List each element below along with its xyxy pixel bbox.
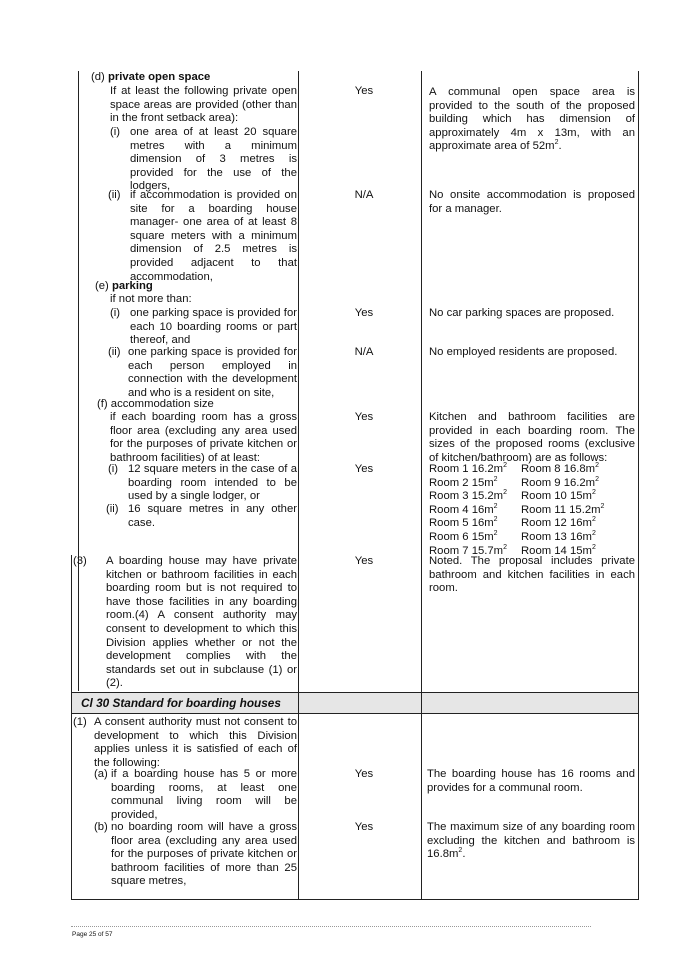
cl30-item-a-comment: The boarding house has 16 rooms and provides for a communal room. — [427, 768, 635, 794]
room-row: Room 7 $15.7m^2$ Room 14 $15m^2$ — [429, 543, 596, 557]
cl30-item-a-compliance: Yes — [354, 768, 374, 780]
section-e-intro: if not more than: — [110, 293, 192, 305]
section-e-heading: (e) parking — [95, 280, 153, 292]
section-f-item-i-compliance: Yes — [354, 463, 374, 475]
section-d-item-i-text: one area of at least 20 square metres with a minimum dimension of 3 metres is provided for the use of the lodgers, — [130, 126, 297, 193]
cl30-item-b-text: no boarding room will have a gross floor area (excluding any area used for the purposes of private kitchen or bathroom facilities of more than 25 square metres, — [111, 821, 297, 888]
room-row: Room 5 $16m^2$ Room 12 $16m^2$ — [429, 516, 596, 530]
left-border-upper — [78, 71, 79, 691]
section-d-heading: (d) private open space — [91, 71, 211, 83]
cl30-clause-1-number: (1) — [73, 716, 87, 728]
cl30-item-b-comment: The maximum size of any boarding room excluding the kitchen and bathroom is $16.8m^2$. — [427, 821, 635, 861]
section-d-item-i-number: (i) — [110, 126, 121, 138]
room-row: Room 4 $16m^2$ Room 11 $15.2m^2$ — [429, 502, 605, 516]
clause-3-number: (3) — [73, 555, 87, 567]
page-number: Page 25 of 57 — [72, 931, 113, 938]
section-e-item-ii-text: one parking space is provided for each person employed in connection with the development and who is a resident on site, — [128, 346, 297, 399]
section-f-item-ii-number: (ii) — [106, 503, 119, 515]
section-e-item-i-compliance: Yes — [354, 307, 374, 319]
section-d-item-i-comment: A communal open space area is provided to the south of the proposed building which has dimension of approximately 4m x 13m, with an approximate area of $52m^2$. — [429, 86, 635, 153]
section-e-item-ii-comment: No employed residents are proposed. — [429, 346, 618, 358]
left-border-lower — [71, 555, 72, 900]
section-f-item-i-number: (i) — [108, 463, 119, 475]
room-size-list — [429, 463, 604, 558]
section-d-intro: If at least the following private open space areas are provided (other than in the front setback area): — [110, 85, 297, 125]
table-bottom-border — [71, 899, 639, 900]
section-e-item-ii-number: (ii) — [108, 346, 121, 358]
section-f-intro: if each boarding room has a gross floor area (excluding any area used for the purposes of private kitchen or bathroom facilities) of at least: — [110, 411, 297, 464]
section-e-item-i-comment: No car parking spaces are proposed. — [429, 307, 615, 319]
cl30-item-a-number: (a) — [94, 768, 108, 780]
room-row: Room 1 $16.2m^2$ Room 8 $16.8m^2$ — [429, 462, 599, 475]
room-row: Room 6 $15m^2$ Room 13 $16m^2$ — [429, 529, 596, 543]
column-divider-1 — [298, 71, 299, 900]
section-e-item-i-number: (i) — [110, 307, 121, 319]
section-d-item-ii-text: if accommodation is provided on site for a boarding house manager- one area of at least 8 square meters with a minimum dimension of 2.5 metres is provided adjacent to that accommodation, — [130, 189, 297, 283]
footer-divider — [71, 926, 591, 927]
cl30-item-b-number: (b) — [94, 821, 108, 833]
section-f-heading: (f) accommodation size — [97, 398, 214, 410]
cl30-clause-1-text: A consent authority must not consent to development to which this Division applies unless it is satisfied of each of the following: — [94, 716, 297, 769]
cl30-item-a-text: if a boarding house has 5 or more boarding rooms, at least one communal living room will be provided, — [111, 768, 297, 821]
row-divider-1 — [71, 692, 639, 693]
section-f-item-i-text: 12 square meters in the case of a boarding room intended to be used by a single lodger, or — [128, 463, 297, 503]
section-d-item-ii-comment: No onsite accommodation is proposed for a manager. — [429, 189, 635, 215]
clause-3-compliance: Yes — [354, 555, 374, 567]
section-f-item-ii-text: 16 square metres in any other case. — [128, 503, 297, 529]
section-d-item-ii-number: (ii) — [108, 189, 121, 201]
cl30-item-b-compliance: Yes — [354, 821, 374, 833]
section-d-item-i-compliance: Yes — [354, 85, 374, 97]
section-f-intro-comment: Kitchen and bathroom facilities are provided in each boarding room. The sizes of the proposed rooms (exclusive of kitchen/bathroom) are as follows: — [429, 411, 635, 464]
section-e-item-i-text: one parking space is provided for each 10 boarding rooms or part thereof, and — [130, 307, 297, 347]
section-f-intro-compliance: Yes — [354, 411, 374, 423]
row-divider-2 — [71, 713, 639, 714]
room-row: Room 3 $15.2m^2$ Room 10 $15m^2$ — [429, 489, 596, 503]
right-border — [638, 71, 639, 900]
room-row: Room 2 $15m^2$ Room 9 $16.2m^2$ — [429, 475, 599, 489]
section-d-item-ii-compliance: N/A — [354, 189, 374, 201]
clause-3-text: A boarding house may have private kitchen or bathroom facilities in each boarding room but is not required to have those facilities in any boarding room.(4) A consent authority may consent to development to which this Division applies whether or not the development complies with the standards set out in subclause (1) or (2). — [106, 555, 297, 690]
cl30-heading: Cl 30 Standard for boarding houses — [81, 696, 281, 710]
section-e-item-ii-compliance: N/A — [354, 346, 374, 358]
clause-3-comment: Noted. The proposal includes private bathroom and kitchen facilities in each room. — [429, 555, 635, 595]
